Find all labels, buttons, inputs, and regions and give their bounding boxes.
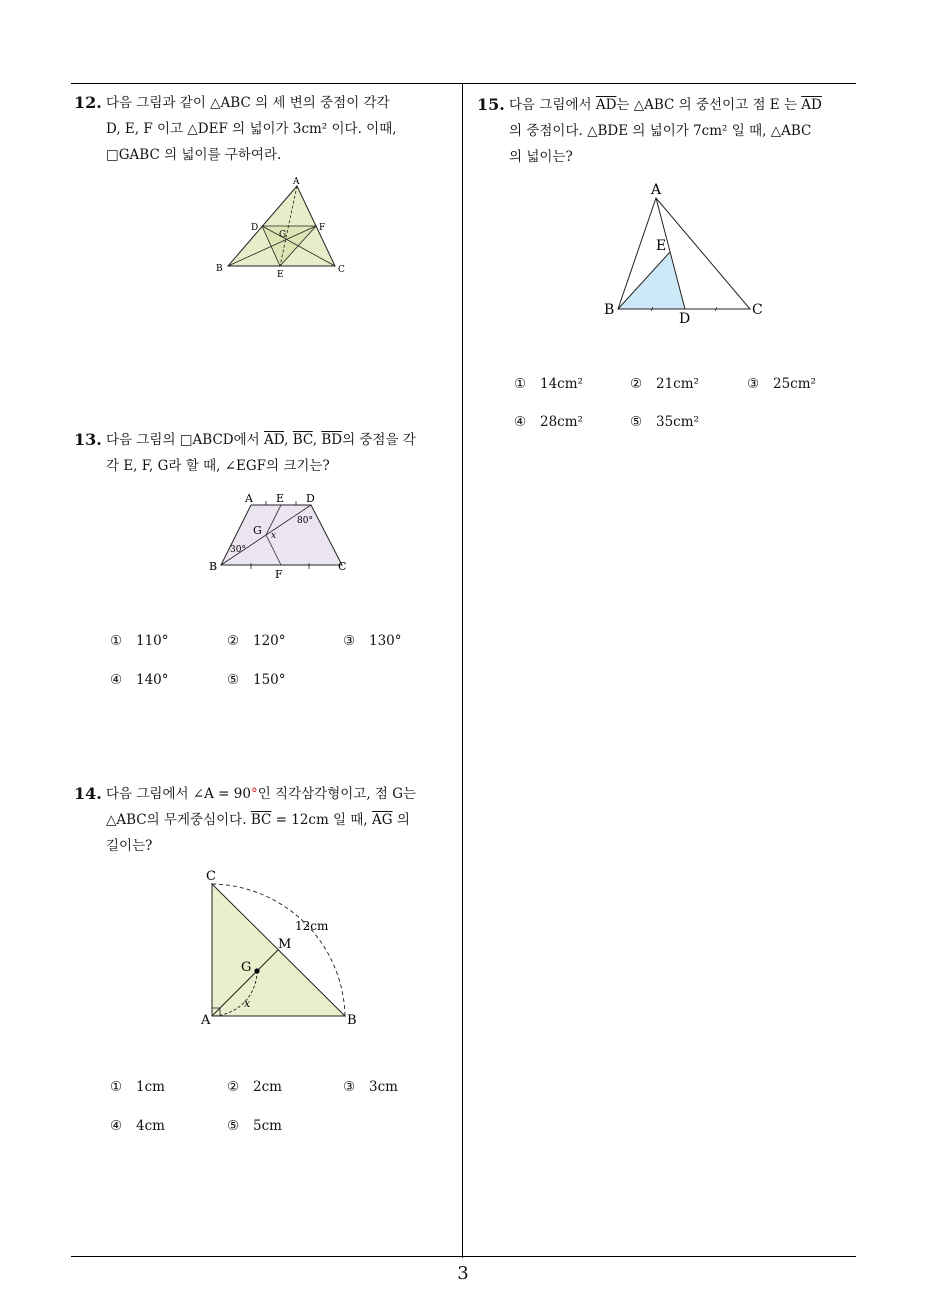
q13-label-a: A xyxy=(245,492,253,505)
page-number: 3 xyxy=(457,1263,469,1284)
q15-figure xyxy=(598,178,773,326)
q12-label-g: G xyxy=(279,230,287,240)
q13-choice-1-text: 110° xyxy=(136,633,169,649)
q15-choice-1-text: 14cm² xyxy=(540,376,583,392)
q15-line3: 의 넓이는? xyxy=(509,149,573,165)
q15-line1 xyxy=(509,92,861,118)
q14-point-g xyxy=(254,968,259,973)
q13-label-b: B xyxy=(209,560,218,573)
q12-label-a: A xyxy=(293,177,300,187)
q13-choice-4-mark: ④ xyxy=(110,672,123,688)
q13-seg-ad: $\overline{AD}$ xyxy=(264,432,285,448)
q14-label-x: x xyxy=(244,997,251,1010)
q13-text-pre: 다음 그림의 □ABCD에서 xyxy=(106,432,260,448)
q15-choice-3-mark: ③ xyxy=(747,376,760,392)
q14-label-g: G xyxy=(241,960,252,975)
q14-choice-5-mark: ⑤ xyxy=(227,1118,240,1134)
q15-label-d: D xyxy=(679,311,691,326)
q15-line2: 의 중점이다. △BDE 의 넓이가 7cm² 일 때, △ABC xyxy=(509,123,812,139)
q13-text-mid: 의 중점을 각 xyxy=(342,432,416,448)
q14-degree-mark: ° xyxy=(250,786,258,802)
q14-line2-mid: = 12cm 일 때, xyxy=(275,812,368,828)
q14-label-b: B xyxy=(347,1013,357,1028)
q14-label-m: M xyxy=(278,937,292,952)
q13-trapezoid xyxy=(221,505,342,565)
q14-choice-2-text: 2cm xyxy=(253,1079,282,1095)
q15-choice-4-mark: ④ xyxy=(514,414,527,430)
q12-label-f: F xyxy=(319,223,326,233)
q12-label-e: E xyxy=(277,270,284,280)
q13-label-c: C xyxy=(338,560,347,573)
q14-label-len: 12cm xyxy=(295,919,329,933)
bottom-rule xyxy=(71,1256,856,1257)
q12-label-b: B xyxy=(216,264,223,274)
q14-line1-post: 인 직각삼각형이고, 점 G는 xyxy=(257,786,417,802)
q14-choice-1[interactable] xyxy=(110,1079,165,1095)
q13-number: 13. xyxy=(74,430,102,449)
top-rule xyxy=(71,83,856,84)
q14-choice-1-text: 1cm xyxy=(136,1079,165,1095)
q15-text xyxy=(509,92,861,170)
q15-label-a: A xyxy=(651,182,662,198)
q14-choice-3-mark: ③ xyxy=(343,1079,356,1095)
q13-choice-5-mark: ⑤ xyxy=(227,672,240,688)
q14-choice-3[interactable] xyxy=(343,1079,398,1095)
q15-choice-5-mark: ⑤ xyxy=(630,414,643,430)
q14-line2 xyxy=(106,807,456,833)
q14-choice-1-mark: ① xyxy=(110,1079,123,1095)
q13-choice-3-text: 130° xyxy=(369,633,402,649)
q13-seg-bc: $\overline{BC}$ xyxy=(292,432,313,448)
q14-number: 14. xyxy=(74,784,102,803)
q14-choice-4[interactable] xyxy=(110,1118,165,1134)
q15-label-b: B xyxy=(604,302,615,318)
q12-text xyxy=(106,90,456,168)
q13-choice-2[interactable] xyxy=(227,633,286,649)
q14-label-c: C xyxy=(206,869,216,884)
q14-line1-pre: 다음 그림에서 ∠A = 90 xyxy=(106,786,251,802)
q14-choice-5-text: 5cm xyxy=(253,1118,282,1134)
q15-label-e: E xyxy=(656,238,667,254)
q15-choice-4-text: 28cm² xyxy=(540,414,583,430)
q13-choice-1[interactable] xyxy=(110,633,169,649)
q13-choice-4-text: 140° xyxy=(136,672,169,688)
q13-label-f: F xyxy=(275,568,283,581)
q13-label-angle-b: 30° xyxy=(230,545,246,555)
q13-choice-3-mark: ③ xyxy=(343,633,356,649)
column-divider xyxy=(462,83,463,1258)
q15-seg-ad-2: $\overline{AD}$ xyxy=(801,97,822,113)
q15-choice-1-mark: ① xyxy=(514,376,527,392)
q13-choice-2-mark: ② xyxy=(227,633,240,649)
q12-label-d: D xyxy=(251,223,259,233)
q13-choice-4[interactable] xyxy=(110,672,169,688)
q14-choice-3-text: 3cm xyxy=(369,1079,398,1095)
q14-seg-ag: $\overline{AG}$ xyxy=(372,812,393,828)
q14-line2-post: 의 xyxy=(396,812,410,828)
q14-choice-5[interactable] xyxy=(227,1118,282,1134)
q13-label-d: D xyxy=(306,492,315,505)
q13-line2: 각 E, F, G라 할 때, ∠EGF의 크기는? xyxy=(106,458,330,474)
q12-figure xyxy=(205,175,355,280)
q15-choice-1[interactable] xyxy=(514,376,583,392)
q13-figure xyxy=(205,488,355,583)
q12-label-c: C xyxy=(338,265,345,275)
q13-line1: 다음 그림의 □ABCD에서 $\overline{AD}$, $\overline{BC}$, $\overline{BD}$의 중점을 각 xyxy=(106,432,416,448)
q15-seg-ad: $\overline{AD}$ xyxy=(595,97,617,113)
q14-line3: 길이는? xyxy=(106,838,153,854)
q15-choice-2-mark: ② xyxy=(630,376,643,392)
q12-number: 12. xyxy=(74,93,102,112)
q14-text xyxy=(106,781,456,859)
q14-seg-bc: $\overline{BC}$ xyxy=(250,812,272,828)
q13-seg-bd: $\overline{BD}$ xyxy=(321,432,343,448)
q15-choice-5-text: 35cm² xyxy=(656,414,699,430)
q13-choice-2-text: 120° xyxy=(253,633,286,649)
q13-text xyxy=(106,427,456,479)
q12-line3: □GABC 의 넓이를 구하여라. xyxy=(106,147,282,163)
q13-label-e: E xyxy=(276,492,285,505)
q14-choice-4-mark: ④ xyxy=(110,1118,123,1134)
q14-choice-4-text: 4cm xyxy=(136,1118,165,1134)
q14-line2-pre: △ABC의 무게중심이다. xyxy=(106,812,247,828)
q15-number: 15. xyxy=(477,95,505,114)
q15-line1-pre: 다음 그림에서 xyxy=(509,97,592,113)
q14-line1 xyxy=(106,781,456,807)
q12-line2: D, E, F 이고 △DEF 의 넓이가 3cm² 이다. 이때, xyxy=(106,121,397,137)
q13-label-angle-d: 80° xyxy=(297,516,313,526)
q13-choice-1-mark: ① xyxy=(110,633,123,649)
q13-choice-5[interactable] xyxy=(227,672,286,688)
q13-label-x: x xyxy=(271,531,277,541)
q13-label-g: G xyxy=(253,524,262,537)
q14-choice-2-mark: ② xyxy=(227,1079,240,1095)
q15-choice-3[interactable] xyxy=(747,376,816,392)
q14-label-a: A xyxy=(201,1013,211,1028)
q13-choice-5-text: 150° xyxy=(253,672,286,688)
q15-choice-2-text: 21cm² xyxy=(656,376,699,392)
q15-choice-4[interactable] xyxy=(514,414,583,430)
q15-choice-5[interactable] xyxy=(630,414,699,430)
q14-figure xyxy=(195,862,370,1032)
q15-label-c: C xyxy=(752,302,763,318)
q15-choice-2[interactable] xyxy=(630,376,699,392)
q15-choice-3-text: 25cm² xyxy=(773,376,816,392)
q15-line1-mid: 는 △ABC 의 중선이고 점 E 는 xyxy=(616,97,797,113)
q14-choice-2[interactable] xyxy=(227,1079,282,1095)
q12-line1: 다음 그림과 같이 △ABC 의 세 변의 중점이 각각 xyxy=(106,95,390,111)
q13-choice-3[interactable] xyxy=(343,633,402,649)
